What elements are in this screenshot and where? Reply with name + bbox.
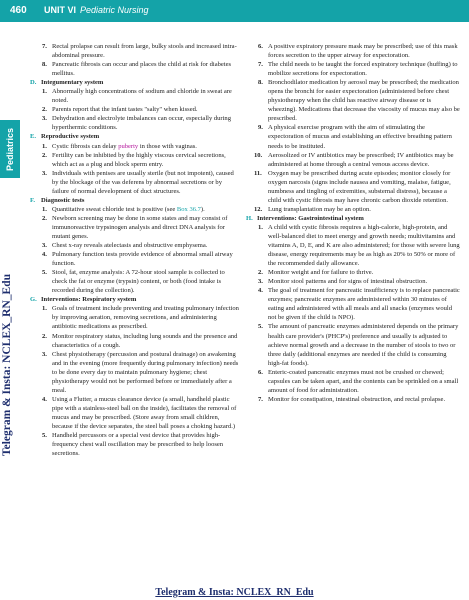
list-item: 7. The child needs to be taught the forced expiratory technique (huffing) to mobilize secretions for expectoration. (258, 61, 458, 78)
list-item: 1. Abnormally high concentrations of sodium and chloride in sweat are noted. (42, 88, 232, 105)
page-number: 460 (10, 5, 27, 16)
list-item: 12. Lung transplantation may be an option. (254, 205, 371, 213)
list-item: 9. A physical exercise program with the aim of stimulating the expectoration of mucus and establishing an effective breathing pattern needs to be instituted. (258, 124, 452, 150)
box-reference-link[interactable]: Box 36.7 (176, 205, 201, 213)
list-item: 3. Monitor stool patterns and for signs of intestinal obstruction. (258, 278, 428, 286)
list-item: 3. Dehydration and electrolyte imbalances can occur, especially during hyperthermic conditions. (42, 115, 231, 132)
list-item: 6. A positive expiratory pressure mask may be prescribed; use of this mask forces secretion to the upper airway for expectoration. (258, 43, 458, 60)
list-item: 3. Individuals with penises are usually sterile (but not impotent), caused by the blockage of the vas deferens by abnormal secretions or by failure of normal development of duct structures. (42, 169, 234, 195)
list-item: 4. Using a Flutter, a mucus clearance device (a small, handheld plastic pipe with a stainless-steel ball on the inside), facilitates the removal of mucus and may be prescribed. (Store away from small children, because if the device separates, the steel ball poses a choking hazard.) (42, 395, 237, 430)
section-heading: G. Interventions: Respiratory system (30, 296, 137, 304)
list-item: 8. Pancreatic fibrosis can occur and places the child at risk for diabetes mellitus. (42, 61, 232, 78)
list-item: 11. Oxygen may be prescribed during acute episodes; monitor closely for oxygen narcosis (signs include nausea and vomiting, malaise, fatigue, numbness and tingling of extremities, substernal distress), because a child with cystic fibrosis may have chronic carbon dioxide retention. (254, 169, 451, 204)
list-item: 8. Bronchodilator medication by aerosol may be prescribed; the medication opens the bronchi for easier expectoration (administered before chest physiotherapy when the child has reactive airway disease or is wheezing). Medications that decrease the viscosity of mucus may also be prescribed. (258, 79, 460, 123)
section-heading: E. Reproductive system (30, 133, 100, 141)
list-item: 1. A child with cystic fibrosis requires a high-calorie, high-protein, and well-balanced diet to meet energy and growth needs; multivitamins and vitamins A, D, E, and K are also administered; for those with severe lung disease, energy requirements may be as high as 20% to 50% or more of the recommended daily allowance. (258, 223, 460, 268)
list-item: 4. The goal of treatment for pancreatic insufficiency is to replace pancreatic enzymes; pancreatic enzymes are administered within 30 minutes of eating and administered with all meals and all snacks (enzymes would not be given if the child is NPO). (258, 287, 460, 322)
list-item: 10. Aerosolized or IV antibiotics may be prescribed; IV antibiotics may be administered at home through a central venous access device. (254, 151, 454, 168)
list-item: 2. Monitor weight and for failure to thrive. (258, 269, 374, 277)
page-header (0, 0, 469, 22)
list-item: 5. The amount of pancreatic enzymes administered depends on the primary health care provider's (PHCP's) preference and usually is adjusted to achieve normal growth and a decrease in the number of stools to two or three daily (additional enzymes are needed if the child is consuming high-fat foods). (258, 323, 459, 367)
list-item: 1. Cystic fibrosis can delay puberty in those with vaginas. (42, 142, 197, 150)
unit-title: Pediatric Nursing (80, 5, 149, 15)
list-item: 2. Newborn screening may be done in some states and may consist of immunoreactive trypsinogen analysis and direct DNA analysis for mutant genes. (42, 214, 228, 240)
side-tab-label: Pediatrics (5, 127, 15, 171)
section-heading: D. Integumentary system (30, 79, 104, 87)
list-item: 1. Goals of treatment include preventing and treating pulmonary infection by improving aeration, removing secretions, and administering antibiotic medications as prescribed. (42, 305, 239, 331)
list-item: 5. Stool, fat, enzyme analysis: A 72-hour stool sample is collected to check the fat or enzyme (trypsin) content, or both (food intake is recorded during the collection). (42, 269, 225, 295)
list-item: 1. Quantitative sweat chloride test is positive (see Box 36.7). (42, 205, 205, 213)
highlight-term: puberty (118, 142, 139, 150)
watermark-bottom: Telegram & Insta: NCLEX_RN_Edu (155, 587, 314, 598)
list-item: 2. Monitor respiratory status, including lung sounds and the presence and characteristics of a cough. (42, 332, 238, 349)
unit-number: UNIT VI (44, 5, 77, 15)
unit-label (44, 5, 149, 15)
section-heading: F. Diagnostic tests (30, 196, 85, 204)
left-column (30, 42, 240, 458)
list-item: 3. Chest physiotherapy (percussion and postural drainage) on awakening and in the evening (more frequently during pulmonary infection) needs to be done every day to maintain pulmonary hygiene; chest physiotherapy would not be performed before or immediately after a meal. (42, 350, 239, 394)
list-item: 6. Enteric-coated pancreatic enzymes must not be crushed or chewed; capsules can be taken apart, and the contents can be sprinkled on a small amount of food for administration. (258, 368, 459, 394)
list-item: 2. Parents report that the infant tastes "salty" when kissed. (42, 106, 198, 114)
list-item: 5. Handheld percussors or a special vest device that provides high-frequency chest wall oscillation may be prescribed to help loosen secretions. (42, 432, 224, 458)
list-item: 7. Rectal prolapse can result from large, bulky stools and increased intra-abdominal pressure. (42, 43, 237, 60)
right-column (246, 42, 460, 404)
list-item: 4. Pulmonary function tests provide evidence of abnormal small airway function. (42, 251, 233, 268)
list-item: 2. Fertility can be inhibited by the highly viscous cervical secretions, which act as a plug and block sperm entry. (42, 151, 226, 168)
section-heading: H. Interventions: Gastrointestinal system (246, 214, 364, 222)
watermark-side: Telegram & Insta: NCLEX_RN_Edu (1, 274, 13, 456)
list-item: 7. Monitor for constipation, intestinal obstruction, and rectal prolapse. (258, 395, 446, 403)
list-item: 3. Chest x-ray reveals atelectasis and obstructive emphysema. (42, 242, 208, 250)
